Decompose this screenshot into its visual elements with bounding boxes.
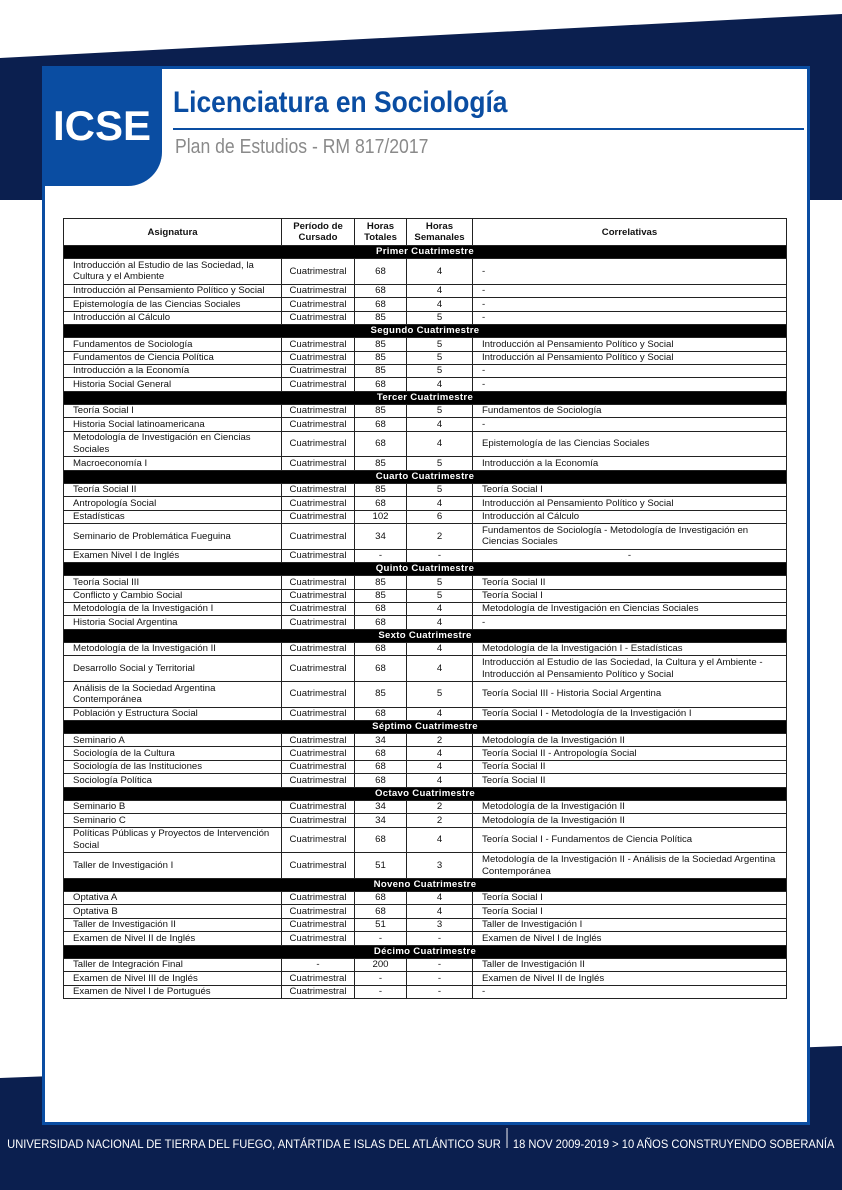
cell-horas-semanales: 4 [407,497,473,510]
cell-asignatura: Examen Nivel I de Inglés [64,549,282,562]
cell-horas-totales: 34 [355,524,407,550]
cell-horas-semanales: 4 [407,602,473,615]
cell-horas-totales: 51 [355,918,407,931]
table-row [64,298,787,311]
cell-horas-semanales: 4 [407,760,473,773]
section-title: Noveno Cuatrimestre [64,878,787,891]
footer [0,1127,842,1151]
cell-correlativas: Teoría Social I [473,892,787,905]
section-title: Octavo Cuatrimestre [64,787,787,800]
cell-horas-semanales: - [407,932,473,945]
table-row [64,311,787,324]
cell-horas-semanales: 5 [407,576,473,589]
cell-periodo: Cuatrimestral [282,364,355,377]
cell-horas-semanales: 2 [407,800,473,813]
cell-horas-totales: 68 [355,418,407,431]
cell-asignatura: Estadísticas [64,510,282,523]
cell-periodo: Cuatrimestral [282,642,355,655]
cell-periodo: Cuatrimestral [282,734,355,747]
cell-correlativas: - [473,985,787,998]
cell-horas-totales: 85 [355,576,407,589]
cell-asignatura: Conflicto y Cambio Social [64,589,282,602]
cell-correlativas: Examen de Nivel I de Inglés [473,932,787,945]
cell-periodo: Cuatrimestral [282,932,355,945]
cell-horas-semanales: 5 [407,338,473,351]
cell-horas-totales: 85 [355,364,407,377]
col-header-asignatura: Asignatura [64,219,282,246]
col-header-horas-semanales: Horas Semanales [407,219,473,246]
cell-correlativas: Introducción a la Economía [473,457,787,470]
cell-periodo: Cuatrimestral [282,616,355,629]
cell-asignatura: Teoría Social II [64,483,282,496]
cell-correlativas: Taller de Investigación I [473,918,787,931]
cell-asignatura: Epistemología de las Ciencias Sociales [64,298,282,311]
cell-periodo: Cuatrimestral [282,774,355,787]
cell-horas-totales: - [355,972,407,985]
cell-horas-totales: 68 [355,431,407,457]
cell-correlativas: - [473,259,787,285]
study-plan-table [63,218,787,999]
cell-asignatura: Historia Social latinoamericana [64,418,282,431]
cell-horas-totales: 85 [355,338,407,351]
cell-periodo: Cuatrimestral [282,483,355,496]
section-title: Décimo Cuatrimestre [64,945,787,958]
cell-periodo: Cuatrimestral [282,510,355,523]
cell-asignatura: Historia Social Argentina [64,616,282,629]
section-title: Quinto Cuatrimestre [64,563,787,576]
cell-horas-totales: 68 [355,616,407,629]
cell-horas-totales: 68 [355,707,407,720]
cell-periodo: Cuatrimestral [282,311,355,324]
cell-horas-semanales: 5 [407,351,473,364]
table-row [64,800,787,813]
cell-asignatura: Análisis de la Sociedad Argentina Contemporánea [64,681,282,707]
cell-horas-semanales: - [407,972,473,985]
cell-correlativas: Teoría Social I - Metodología de la Investigación I [473,707,787,720]
cell-periodo: Cuatrimestral [282,905,355,918]
cell-horas-semanales: 3 [407,853,473,879]
cell-correlativas: - [473,284,787,297]
table-row [64,707,787,720]
table-row [64,642,787,655]
cell-correlativas: Teoría Social III - Historia Social Argentina [473,681,787,707]
footer-anniversary: 18 NOV 2009-2019 > 10 AÑOS CONSTRUYENDO SOBERANÍA [513,1136,835,1151]
cell-horas-semanales: - [407,549,473,562]
cell-horas-semanales: - [407,985,473,998]
cell-horas-semanales: 3 [407,918,473,931]
cell-correlativas: - [473,298,787,311]
table-row [64,510,787,523]
table-row [64,985,787,998]
cell-correlativas: - [473,616,787,629]
cell-periodo: Cuatrimestral [282,418,355,431]
cell-horas-semanales: 4 [407,656,473,682]
cell-periodo: Cuatrimestral [282,892,355,905]
cell-periodo: Cuatrimestral [282,747,355,760]
cell-horas-totales: 34 [355,814,407,827]
cell-horas-totales: 68 [355,774,407,787]
section-header-row [64,391,787,404]
cell-correlativas: Metodología de la Investigación I - Estadísticas [473,642,787,655]
table-row [64,747,787,760]
cell-horas-totales: 85 [355,457,407,470]
section-header-row [64,945,787,958]
cell-asignatura: Taller de Integración Final [64,958,282,971]
section-header-row [64,787,787,800]
cell-asignatura: Introducción al Estudio de las Sociedad, la Cultura y el Ambiente [64,259,282,285]
cell-asignatura: Políticas Públicas y Proyectos de Intervención Social [64,827,282,853]
page-title: Licenciatura en Sociología [173,86,508,119]
table-row [64,656,787,682]
cell-periodo: Cuatrimestral [282,656,355,682]
cell-horas-totales: 68 [355,497,407,510]
cell-asignatura: Teoría Social III [64,576,282,589]
cell-correlativas: Teoría Social I [473,483,787,496]
cell-horas-semanales: 5 [407,589,473,602]
cell-asignatura: Introducción a la Economía [64,364,282,377]
cell-asignatura: Fundamentos de Ciencia Política [64,351,282,364]
section-title: Primer Cuatrimestre [64,246,787,259]
cell-periodo: Cuatrimestral [282,800,355,813]
table-row [64,734,787,747]
page-subtitle: Plan de Estudios - RM 817/2017 [175,136,429,158]
section-header-row [64,720,787,733]
cell-correlativas: Metodología de la Investigación II - Análisis de la Sociedad Argentina Contemporánea [473,853,787,879]
cell-horas-semanales: 4 [407,747,473,760]
cell-horas-totales: 68 [355,656,407,682]
cell-horas-semanales: 2 [407,734,473,747]
cell-asignatura: Seminario C [64,814,282,827]
cell-periodo: Cuatrimestral [282,972,355,985]
cell-periodo: Cuatrimestral [282,918,355,931]
cell-correlativas: - [473,378,787,391]
cell-periodo: Cuatrimestral [282,259,355,285]
section-header-row [64,324,787,337]
cell-correlativas: Fundamentos de Sociología - Metodología de Investigación en Ciencias Sociales [473,524,787,550]
section-header-row [64,246,787,259]
col-header-horas-totales: Horas Totales [355,219,407,246]
cell-horas-semanales: 4 [407,774,473,787]
table-row [64,616,787,629]
cell-asignatura: Seminario de Problemática Fueguina [64,524,282,550]
table-row [64,351,787,364]
table-row [64,483,787,496]
cell-asignatura: Sociología de las Instituciones [64,760,282,773]
cell-asignatura: Taller de Investigación II [64,918,282,931]
table-row [64,892,787,905]
cell-horas-totales: 34 [355,734,407,747]
section-title: Cuarto Cuatrimestre [64,470,787,483]
cell-horas-totales: - [355,549,407,562]
cell-correlativas: Metodología de la Investigación II [473,814,787,827]
cell-periodo: Cuatrimestral [282,298,355,311]
cell-asignatura: Fundamentos de Sociología [64,338,282,351]
table-row [64,378,787,391]
cell-asignatura: Examen de Nivel I de Portugués [64,985,282,998]
cell-horas-totales: 200 [355,958,407,971]
table-row [64,905,787,918]
cell-horas-totales: 68 [355,827,407,853]
cell-asignatura: Examen de Nivel II de Inglés [64,932,282,945]
cell-horas-totales: 68 [355,298,407,311]
table-row [64,576,787,589]
cell-correlativas: - [473,418,787,431]
table-row [64,681,787,707]
cell-horas-semanales: 2 [407,814,473,827]
cell-asignatura: Desarrollo Social y Territorial [64,656,282,682]
col-header-periodo: Período de Cursado [282,219,355,246]
cell-periodo: Cuatrimestral [282,378,355,391]
cell-periodo: Cuatrimestral [282,589,355,602]
cell-horas-totales: 51 [355,853,407,879]
cell-horas-totales: 68 [355,760,407,773]
cell-horas-semanales: 4 [407,707,473,720]
table-row [64,602,787,615]
cell-periodo: Cuatrimestral [282,404,355,417]
cell-asignatura: Examen de Nivel III de Inglés [64,972,282,985]
cell-periodo: Cuatrimestral [282,524,355,550]
cell-periodo: Cuatrimestral [282,602,355,615]
cell-asignatura: Macroeconomía I [64,457,282,470]
table-row [64,404,787,417]
cell-periodo: Cuatrimestral [282,827,355,853]
cell-correlativas: - [473,549,787,562]
cell-periodo: Cuatrimestral [282,985,355,998]
cell-horas-totales: 68 [355,284,407,297]
cell-periodo: Cuatrimestral [282,457,355,470]
cell-correlativas: Taller de Investigación II [473,958,787,971]
cell-periodo: Cuatrimestral [282,549,355,562]
title-rule [173,128,804,130]
cell-correlativas: Teoría Social II - Antropología Social [473,747,787,760]
section-header-row [64,470,787,483]
table-row [64,972,787,985]
cell-horas-semanales: 5 [407,483,473,496]
cell-correlativas: Introducción al Cálculo [473,510,787,523]
cell-asignatura: Teoría Social I [64,404,282,417]
cell-horas-semanales: 4 [407,642,473,655]
cell-horas-semanales: 4 [407,827,473,853]
section-title: Sexto Cuatrimestre [64,629,787,642]
cell-horas-semanales: 5 [407,457,473,470]
table-row [64,259,787,285]
section-title: Tercer Cuatrimestre [64,391,787,404]
cell-horas-semanales: 4 [407,905,473,918]
section-title: Séptimo Cuatrimestre [64,720,787,733]
cell-horas-semanales: 4 [407,284,473,297]
cell-horas-totales: 68 [355,747,407,760]
cell-horas-totales: 85 [355,483,407,496]
cell-asignatura: Taller de Investigación I [64,853,282,879]
cell-correlativas: Metodología de Investigación en Ciencias Sociales [473,602,787,615]
cell-horas-totales: 85 [355,404,407,417]
cell-periodo: Cuatrimestral [282,497,355,510]
cell-periodo: Cuatrimestral [282,760,355,773]
table-row [64,827,787,853]
cell-correlativas: Metodología de la Investigación II [473,800,787,813]
cell-correlativas: Introducción al Pensamiento Político y Social [473,338,787,351]
cell-horas-totales: - [355,932,407,945]
cell-horas-semanales: 2 [407,524,473,550]
cell-periodo: Cuatrimestral [282,576,355,589]
section-title: Segundo Cuatrimestre [64,324,787,337]
cell-asignatura: Optativa B [64,905,282,918]
cell-periodo: Cuatrimestral [282,853,355,879]
table-row [64,774,787,787]
cell-horas-semanales: 6 [407,510,473,523]
cell-correlativas: - [473,311,787,324]
cell-horas-semanales: 4 [407,259,473,285]
table-row [64,431,787,457]
footer-university: UNIVERSIDAD NACIONAL DE TIERRA DEL FUEGO, ANTÁRTIDA E ISLAS DEL ATLÁNTICO SUR [7,1136,501,1151]
table-row [64,814,787,827]
cell-horas-totales: 68 [355,642,407,655]
cell-asignatura: Optativa A [64,892,282,905]
cell-asignatura: Sociología Política [64,774,282,787]
cell-correlativas: Teoría Social II [473,576,787,589]
cell-periodo: Cuatrimestral [282,707,355,720]
cell-correlativas: Introducción al Estudio de las Sociedad, la Cultura y el Ambiente - Introducción al Pensamiento Político y Social [473,656,787,682]
cell-asignatura: Metodología de Investigación en Ciencias Sociales [64,431,282,457]
cell-correlativas: Epistemología de las Ciencias Sociales [473,431,787,457]
cell-periodo: Cuatrimestral [282,814,355,827]
cell-correlativas: Metodología de la Investigación II [473,734,787,747]
cell-horas-totales: 68 [355,602,407,615]
table-row [64,932,787,945]
icse-logo: ICSE [42,66,162,186]
cell-horas-semanales: 5 [407,404,473,417]
cell-horas-semanales: 5 [407,311,473,324]
table-row [64,418,787,431]
cell-correlativas: Introducción al Pensamiento Político y Social [473,497,787,510]
cell-horas-semanales: 5 [407,681,473,707]
cell-horas-semanales: 4 [407,298,473,311]
cell-periodo: Cuatrimestral [282,431,355,457]
section-header-row [64,629,787,642]
cell-periodo: Cuatrimestral [282,338,355,351]
cell-periodo: Cuatrimestral [282,681,355,707]
cell-asignatura: Historia Social General [64,378,282,391]
table-row [64,958,787,971]
cell-correlativas: - [473,364,787,377]
cell-horas-totales: 68 [355,378,407,391]
cell-asignatura: Seminario B [64,800,282,813]
cell-horas-totales: 85 [355,589,407,602]
col-header-correlativas: Correlativas [473,219,787,246]
cell-correlativas: Teoría Social I - Fundamentos de Ciencia Política [473,827,787,853]
table-row [64,338,787,351]
cell-asignatura: Antropología Social [64,497,282,510]
cell-correlativas: Teoría Social II [473,774,787,787]
cell-horas-semanales: - [407,958,473,971]
cell-asignatura: Seminario A [64,734,282,747]
table-header-row [64,219,787,246]
cell-horas-semanales: 4 [407,378,473,391]
cell-horas-semanales: 5 [407,364,473,377]
cell-horas-totales: 68 [355,892,407,905]
table-row [64,853,787,879]
cell-periodo: Cuatrimestral [282,351,355,364]
cell-horas-totales: - [355,985,407,998]
cell-asignatura: Sociología de la Cultura [64,747,282,760]
cell-correlativas: Teoría Social II [473,760,787,773]
table-row [64,760,787,773]
cell-horas-totales: 85 [355,681,407,707]
cell-horas-semanales: 4 [407,431,473,457]
cell-horas-totales: 85 [355,351,407,364]
cell-asignatura: Población y Estructura Social [64,707,282,720]
cell-horas-totales: 68 [355,259,407,285]
cell-asignatura: Metodología de la Investigación I [64,602,282,615]
footer-separator [507,1128,508,1148]
cell-horas-totales: 68 [355,905,407,918]
cell-correlativas: Teoría Social I [473,905,787,918]
cell-horas-totales: 102 [355,510,407,523]
cell-correlativas: Examen de Nivel II de Inglés [473,972,787,985]
table-row [64,457,787,470]
cell-periodo: - [282,958,355,971]
cell-horas-totales: 34 [355,800,407,813]
section-header-row [64,878,787,891]
cell-horas-semanales: 4 [407,418,473,431]
cell-asignatura: Introducción al Pensamiento Político y Social [64,284,282,297]
cell-correlativas: Teoría Social I [473,589,787,602]
cell-asignatura: Metodología de la Investigación II [64,642,282,655]
table-row [64,497,787,510]
table-body [64,246,787,999]
cell-asignatura: Introducción al Cálculo [64,311,282,324]
table-row [64,284,787,297]
cell-periodo: Cuatrimestral [282,284,355,297]
cell-correlativas: Fundamentos de Sociología [473,404,787,417]
table-row [64,524,787,550]
table-row [64,364,787,377]
cell-correlativas: Introducción al Pensamiento Político y Social [473,351,787,364]
cell-horas-totales: 85 [355,311,407,324]
table-row [64,589,787,602]
table-row [64,549,787,562]
table-row [64,918,787,931]
section-header-row [64,563,787,576]
cell-horas-semanales: 4 [407,616,473,629]
cell-horas-semanales: 4 [407,892,473,905]
